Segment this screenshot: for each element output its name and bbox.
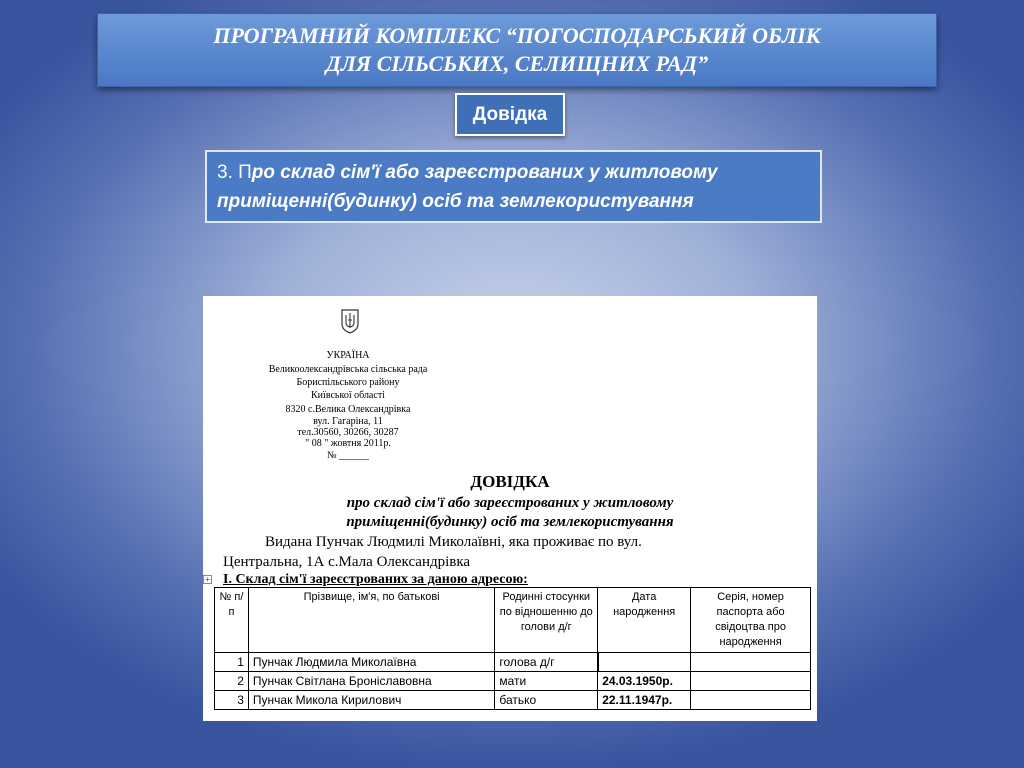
description-text: ро склад сім'ї або зареєстрованих у житловому приміщенні(будинку) осіб та землекористування: [217, 162, 718, 212]
certificate-document: [203, 296, 817, 721]
header-date: " 08 " жовтня 2011р.: [305, 438, 391, 449]
col-header-dob: Дата народження: [598, 588, 691, 653]
col-header-document: Серія, номер паспорта або свідоцтва про народження: [691, 588, 811, 653]
description-prefix: 3. П: [217, 162, 252, 183]
trident-coat-of-arms-icon: [340, 308, 360, 334]
row-document: [691, 691, 811, 710]
table-row: [215, 653, 811, 672]
header-country: УКРАЇНА: [326, 350, 370, 361]
dovidka-button[interactable]: Довідка: [455, 93, 565, 136]
row-dob: 22.11.1947р.: [598, 691, 691, 710]
document-title: ДОВІДКА: [470, 472, 550, 491]
table-row: [215, 691, 811, 710]
description-box: [205, 150, 822, 223]
col-header-relation: Родинні стосунки по відношенню до голови д/г: [495, 588, 598, 653]
table-row: [215, 672, 811, 691]
family-table: [214, 587, 811, 710]
header-number: № ______: [326, 450, 370, 461]
row-dob[interactable]: [598, 653, 691, 672]
title-banner: [97, 13, 937, 87]
header-council: Великоолександрівська сільська рада: [268, 364, 428, 375]
header-district: Бориспільського району: [296, 377, 400, 388]
banner-line-2: ДЛЯ СІЛЬСЬКИХ, СЕЛИЩНИХ РАД”: [325, 51, 709, 76]
section-title: І. Склад сім'ї зареєстрованих за даною адресою:: [223, 572, 528, 587]
document-subtitle-2: приміщенні(будинку) осіб та землекористування: [346, 514, 674, 530]
row-document: [691, 653, 811, 672]
header-phone: тел.30560, 30266, 30287: [297, 427, 399, 438]
row-dob: 24.03.1950р.: [598, 672, 691, 691]
header-region: Київської області: [311, 390, 385, 401]
header-street: вул. Гагаріна, 11: [313, 416, 383, 427]
col-header-number: № п/п: [215, 588, 249, 653]
table-move-handle-icon[interactable]: +: [203, 575, 212, 584]
row-name: Пунчак Світлана Броніславовна: [248, 672, 494, 691]
row-relation: голова д/г: [495, 653, 598, 672]
issued-to-line-2: Центральна, 1А с.Мала Олександрівка: [223, 554, 471, 570]
row-relation: мати: [495, 672, 598, 691]
issued-to-line-1: Видана Пунчак Людмилі Миколаївні, яка проживає по вул.: [265, 534, 642, 550]
col-header-name: Прізвище, ім'я, по батькові: [248, 588, 494, 653]
row-relation: батько: [495, 691, 598, 710]
document-subtitle-1: про склад сім'ї або зареєстрованих у житловому: [346, 495, 674, 511]
row-document: [691, 672, 811, 691]
row-number: 3: [215, 691, 249, 710]
row-number: 2: [215, 672, 249, 691]
row-number: 1: [215, 653, 249, 672]
banner-line-1: ПРОГРАМНИЙ КОМПЛЕКС “ПОГОСПОДАРСЬКИЙ ОБЛІК: [213, 23, 821, 48]
row-name: Пунчак Людмила Миколаївна: [248, 653, 494, 672]
header-village: 8320 с.Велика Олександрівка: [285, 404, 411, 415]
row-name: Пунчак Микола Кирилович: [248, 691, 494, 710]
